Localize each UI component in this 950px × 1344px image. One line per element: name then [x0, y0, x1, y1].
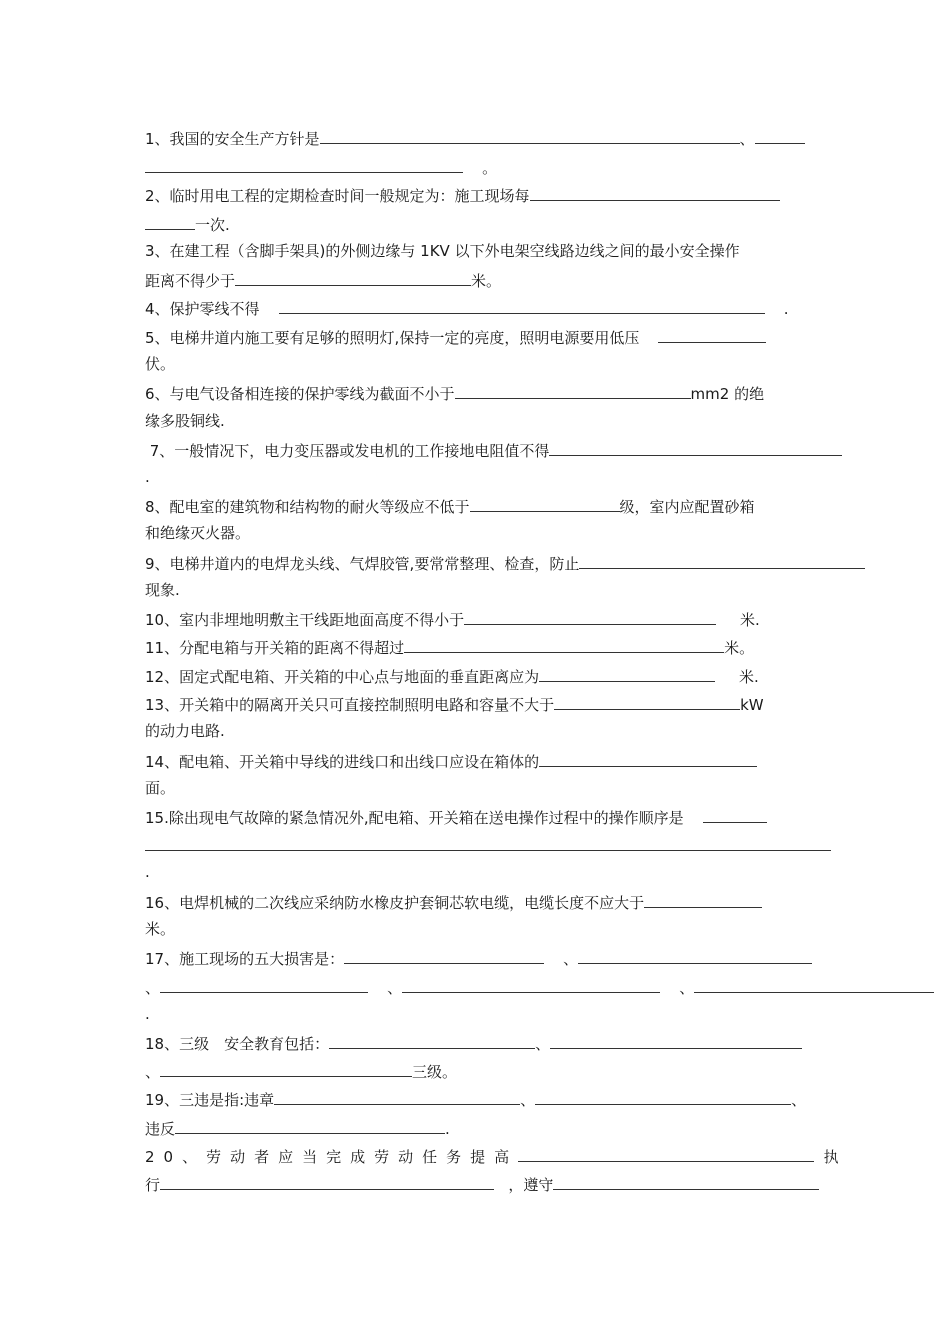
- question-15: 15.除出现电气故障的紧急情况外,配电箱、开关箱在送电操作过程中的操作顺序是: [145, 806, 767, 828]
- question-20-cont: 行 ，遵守: [145, 1173, 819, 1195]
- question-13-cont: 的动力电路.: [145, 722, 225, 740]
- question-3-cont: 距离不得少于 米。: [145, 269, 501, 291]
- question-16-cont: 米。: [145, 920, 176, 938]
- question-13: 13、开关箱中的隔离开关只可直接控制照明电路和容量不大于 kW: [145, 693, 764, 715]
- answer-blank[interactable]: [755, 127, 805, 144]
- question-18: 18、三级 安全教育包括： 、: [145, 1032, 802, 1054]
- answer-blank[interactable]: [553, 1173, 819, 1190]
- answer-blank[interactable]: [535, 1088, 791, 1105]
- question-17-cont: 、 、 、: [145, 976, 934, 998]
- question-18-cont: 、 三级。: [145, 1060, 457, 1082]
- question-2: 2、临时用电工程的定期检查时间一般规定为：施工现场每: [145, 184, 780, 206]
- question-17-end: .: [145, 1005, 150, 1023]
- question-14-cont: 面。: [145, 779, 176, 797]
- question-15-cont: [145, 834, 831, 856]
- question-15-end: .: [145, 863, 150, 881]
- question-14: 14、配电箱、开关箱中导线的进线口和出线口应设在箱体的: [145, 750, 757, 772]
- question-4: 4、保护零线不得 .: [145, 297, 788, 319]
- answer-blank[interactable]: [550, 1032, 802, 1049]
- answer-blank[interactable]: [554, 693, 740, 710]
- question-10: 10、室内非埋地明敷主干线距地面高度不得小于 米.: [145, 608, 760, 630]
- question-3: 3、在建工程（含脚手架具)的外侧边缘与 1KV 以下外电架空线路边线之间的最小安全操作: [145, 242, 740, 260]
- question-16: 16、电焊机械的二次线应采纳防水橡皮护套铜芯软电缆，电缆长度不应大于: [145, 891, 762, 913]
- answer-blank[interactable]: [539, 665, 715, 682]
- question-19: 19、三违是指:违章 、 、: [145, 1088, 806, 1110]
- answer-blank[interactable]: [145, 213, 195, 230]
- answer-blank[interactable]: [145, 156, 463, 173]
- question-7: 7、一般情况下，电力变压器或发电机的工作接地电阻值不得: [145, 439, 842, 461]
- question-8-cont: 和绝缘灭火器。: [145, 524, 251, 542]
- answer-blank[interactable]: [160, 976, 368, 993]
- answer-blank[interactable]: [578, 947, 812, 964]
- question-20: 20、劳动者应当完成劳动任务提高 执: [145, 1145, 839, 1167]
- question-19-cont: 违反 .: [145, 1117, 450, 1139]
- answer-blank[interactable]: [579, 552, 865, 569]
- question-5: 5、电梯井道内施工要有足够的照明灯,保持一定的亮度，照明电源要用低压: [145, 326, 766, 348]
- answer-blank[interactable]: [175, 1117, 445, 1134]
- question-11: 11、分配电箱与开关箱的距离不得超过 米。: [145, 636, 754, 658]
- question-17: 17、施工现场的五大损害是： 、: [145, 947, 812, 969]
- answer-blank[interactable]: [235, 269, 471, 286]
- answer-blank[interactable]: [160, 1060, 412, 1077]
- answer-blank[interactable]: [344, 947, 544, 964]
- answer-blank[interactable]: [530, 184, 780, 201]
- answer-blank[interactable]: [274, 1088, 520, 1105]
- answer-blank[interactable]: [694, 976, 934, 993]
- answer-blank[interactable]: [160, 1173, 494, 1190]
- question-6-cont: 缘多股铜线.: [145, 412, 225, 430]
- question-6: 6、与电气设备相连接的保护零线为截面不小于 mm2 的绝: [145, 382, 764, 404]
- answer-blank[interactable]: [470, 495, 620, 512]
- question-2-cont: 一次.: [145, 213, 230, 235]
- question-1-cont: 。: [145, 156, 497, 178]
- question-8: 8、配电室的建筑物和结构物的耐火等级应不低于 级，室内应配置砂箱: [145, 495, 755, 517]
- answer-blank[interactable]: [329, 1032, 535, 1049]
- answer-blank[interactable]: [402, 976, 660, 993]
- answer-blank[interactable]: [145, 834, 831, 851]
- answer-blank[interactable]: [644, 891, 762, 908]
- answer-blank[interactable]: [464, 608, 716, 625]
- question-7-cont: .: [145, 468, 150, 486]
- answer-blank[interactable]: [320, 127, 740, 144]
- question-5-cont: 伏。: [145, 355, 176, 373]
- question-9: 9、电梯井道内的电焊龙头线、气焊胶管,要常常整理、检查，防止: [145, 552, 865, 574]
- answer-blank[interactable]: [549, 439, 842, 456]
- answer-blank[interactable]: [518, 1145, 814, 1162]
- answer-blank[interactable]: [703, 806, 767, 823]
- answer-blank[interactable]: [539, 750, 757, 767]
- answer-blank[interactable]: [404, 636, 724, 653]
- question-1: 1、我国的安全生产方针是 、: [145, 127, 805, 149]
- answer-blank[interactable]: [658, 326, 766, 343]
- question-9-cont: 现象.: [145, 581, 180, 599]
- answer-blank[interactable]: [455, 382, 691, 399]
- answer-blank[interactable]: [279, 297, 765, 314]
- question-12: 12、固定式配电箱、开关箱的中心点与地面的垂直距离应为 米.: [145, 665, 759, 687]
